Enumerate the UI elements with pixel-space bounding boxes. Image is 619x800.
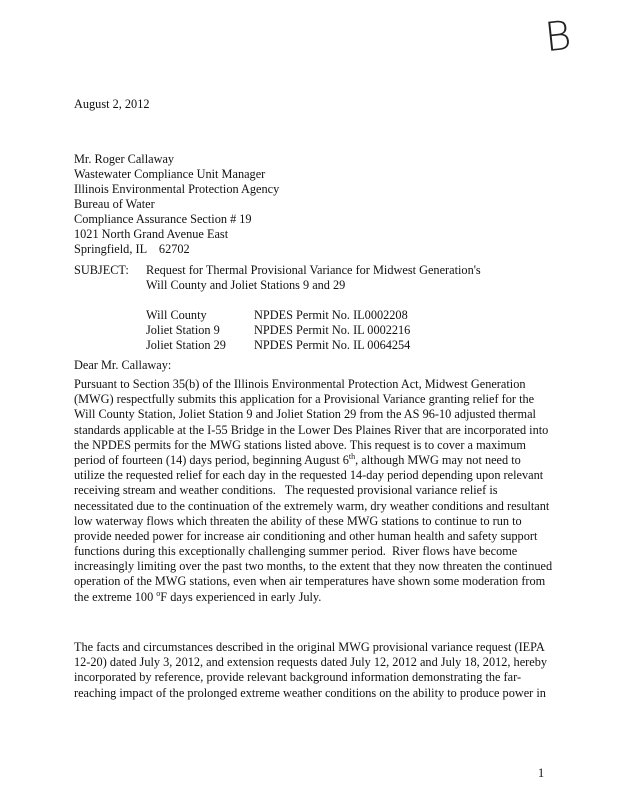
permit-number: NPDES Permit No. IL 0002216: [254, 323, 411, 337]
station-name: Joliet Station 9: [146, 323, 220, 337]
paragraph-line: low waterway flows which threaten the ability of these MWG stations to continue to run to: [74, 513, 522, 528]
paragraph-line: provide needed power for increase air conditioning and other human health and safety support: [74, 528, 538, 543]
paragraph-line: reaching impact of the prolonged extreme weather conditions on the ability to produce power in: [74, 685, 546, 700]
subject-label: SUBJECT:: [74, 263, 129, 277]
permit-number: NPDES Permit No. IL0002208: [254, 308, 408, 322]
letter-date: August 2, 2012: [74, 97, 150, 111]
paragraph-line: 12-20) dated July 3, 2012, and extension requests dated July 12, 2012 and July 18, 2012, hereby: [74, 655, 548, 670]
paragraph-line: (MWG) respectfully submits this application for a Provisional Variance granting relief for the: [74, 392, 535, 407]
subject-line: Will County and Joliet Stations 9 and 29: [146, 278, 346, 292]
salutation: Dear Mr. Callaway:: [74, 358, 172, 372]
paragraph-line: Will County Station, Joliet Station 9 and Joliet Station 29 from the AS 96-10 adjusted thermal: [74, 407, 536, 422]
permit-row: [146, 323, 466, 338]
paragraph-line: [74, 590, 552, 605]
paragraph-line: the NPDES permits for the MWG stations listed above. This request is to cover a maximum: [74, 437, 526, 452]
permit-list: [146, 308, 466, 353]
paragraph-line: operation of the MWG stations, even when air temperatures have shown some moderation from: [74, 574, 546, 589]
line-text: period of fourteen (14) days period, beginning August 6: [74, 452, 349, 467]
page-number: 1: [538, 766, 545, 780]
degree-mark: o: [156, 588, 161, 598]
recipient-address: [74, 152, 279, 257]
station-name: Joliet Station 29: [146, 338, 226, 352]
permit-number: NPDES Permit No. IL 0064254: [254, 338, 411, 352]
body-paragraph: [74, 377, 552, 605]
paragraph-line: The facts and circumstances described in the original MWG provisional variance request (IEPA: [74, 640, 545, 654]
permit-row: [146, 308, 466, 323]
body-paragraph: [74, 640, 547, 701]
paragraph-line: increasingly limiting over the past two months, to the extent that they now threaten the continued: [74, 559, 553, 574]
address-line: Springfield, IL 62702: [74, 242, 190, 256]
paragraph-line: Pursuant to Section 35(b) of the Illinois Environmental Protection Act, Midwest Generation: [74, 377, 526, 391]
ordinal-suffix: th: [348, 451, 356, 461]
permit-row: [146, 338, 466, 353]
station-name: Will County: [146, 308, 207, 322]
address-line: Compliance Assurance Section # 19: [74, 212, 252, 226]
handwritten-mark: B: [542, 12, 574, 62]
subject-line: Request for Thermal Provisional Variance for Midwest Generation's: [146, 263, 481, 277]
paragraph-line: standards applicable at the I-55 Bridge in the Lower Des Plaines River that are incorporated into: [74, 422, 549, 437]
address-line: Mr. Roger Callaway: [74, 152, 175, 166]
paragraph-line: functions during this exceptionally challenging summer period. River flows have become: [74, 544, 518, 559]
paragraph-line: [74, 453, 552, 468]
paragraph-line: receiving stream and weather conditions. The requested provisional variance relief is: [74, 483, 498, 498]
address-line: Wastewater Compliance Unit Manager: [74, 167, 266, 181]
address-line: Bureau of Water: [74, 197, 155, 211]
paragraph-line: utilize the requested relief for each day in the requested 14-day period depending upon relevant: [74, 468, 544, 483]
line-text: the extreme 100: [74, 589, 157, 604]
address-line: Illinois Environmental Protection Agency: [74, 182, 280, 196]
paragraph-line: incorporated by reference, provide relevant background information demonstrating the far-: [74, 670, 522, 685]
line-text: F days experienced in early July.: [160, 589, 322, 604]
line-text: , although MWG may not need to: [355, 452, 521, 467]
address-line: 1021 North Grand Avenue East: [74, 227, 229, 241]
paragraph-line: necessitated due to the continuation of the extremely warm, dry weather conditions and resultant: [74, 498, 550, 513]
